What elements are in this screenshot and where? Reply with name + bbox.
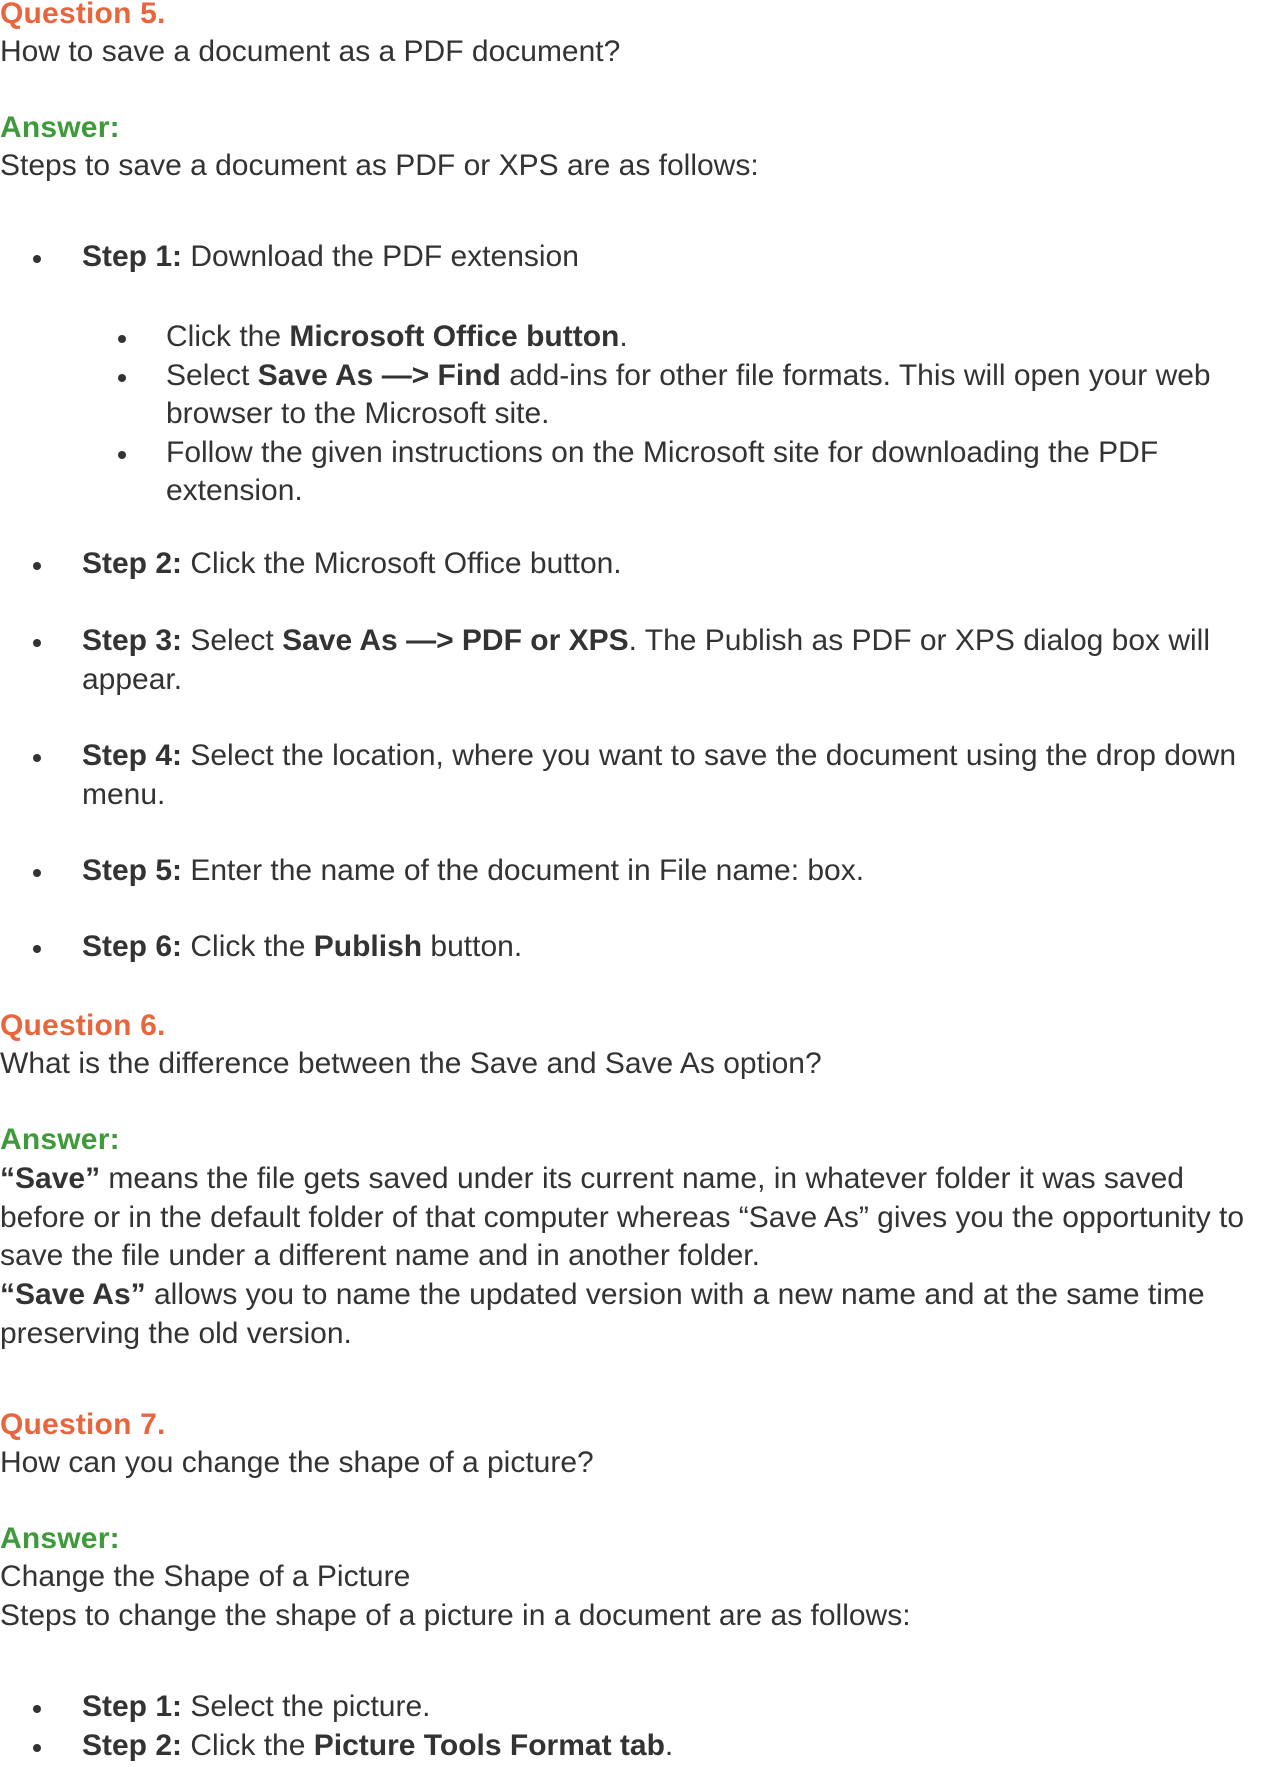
q5-step5: Step 5: Enter the name of the document in File name: box. [0, 852, 1282, 891]
q5-step1-sub3: Follow the given instructions on the Microsoft site for downloading the PDF extension. [0, 434, 1282, 511]
q5-step4: Step 4: Select the location, where you want to save the document using the drop down menu. [0, 737, 1282, 814]
question-7-label: Question 7. [0, 1408, 166, 1441]
question-6-answer-label: Answer: [0, 1123, 120, 1156]
q5-step6: Step 6: Click the Publish button. [0, 928, 1282, 967]
q5-step1-sub2: Select Save As —> Find add-ins for other file formats. This will open your web browser to the Microsoft site. [0, 357, 1282, 434]
question-5-intro: Steps to save a document as PDF or XPS are as follows: [0, 149, 759, 182]
question-5-answer-label: Answer: [0, 111, 120, 144]
q5-step6-list [0, 928, 1282, 967]
question-7-text: How can you change the shape of a picture? [0, 1446, 594, 1479]
q7-step2: Step 2: Click the Picture Tools Format tab. [0, 1727, 1282, 1766]
question-7-answer-label: Answer: [0, 1522, 120, 1555]
q5-step3: Step 3: Select Save As —> PDF or XPS. The Publish as PDF or XPS dialog box will appear. [0, 622, 1282, 699]
question-6-paragraph-1: “Save” means the file gets saved under its current name, in whatever folder it was saved before or in the default folder of that computer whereas “Save As” gives you the opportunity to save the file under a different name and in another folder. [0, 1162, 1245, 1272]
question-5-label: Question 5. [0, 0, 166, 30]
question-6-text: What is the difference between the Save and Save As option? [0, 1047, 822, 1080]
question-6-paragraph-2: “Save As” allows you to name the updated version with a new name and at the same time preserving the old version. [0, 1278, 1205, 1350]
q7-step1: Step 1: Select the picture. [0, 1688, 1282, 1727]
q5-step1-sub1: Click the Microsoft Office button. [0, 318, 1282, 357]
q5-step2: Step 2: Click the Microsoft Office button. [0, 545, 1282, 584]
q5-step5-list [0, 852, 1282, 891]
q5-step1: Step 1: Download the PDF extension [0, 238, 1282, 277]
q5-step1-sublist [0, 318, 1282, 511]
question-6-label: Question 6. [0, 1009, 166, 1042]
q5-step4-list [0, 737, 1282, 814]
q7-steps-list [0, 1688, 1282, 1765]
question-7-line-2: Steps to change the shape of a picture in a document are as follows: [0, 1599, 911, 1632]
question-7-line-1: Change the Shape of a Picture [0, 1560, 411, 1593]
q5-step1-list [0, 238, 1282, 277]
q5-step3-list [0, 622, 1282, 699]
q5-step2-list [0, 545, 1282, 584]
question-5-text: How to save a document as a PDF document? [0, 35, 621, 68]
